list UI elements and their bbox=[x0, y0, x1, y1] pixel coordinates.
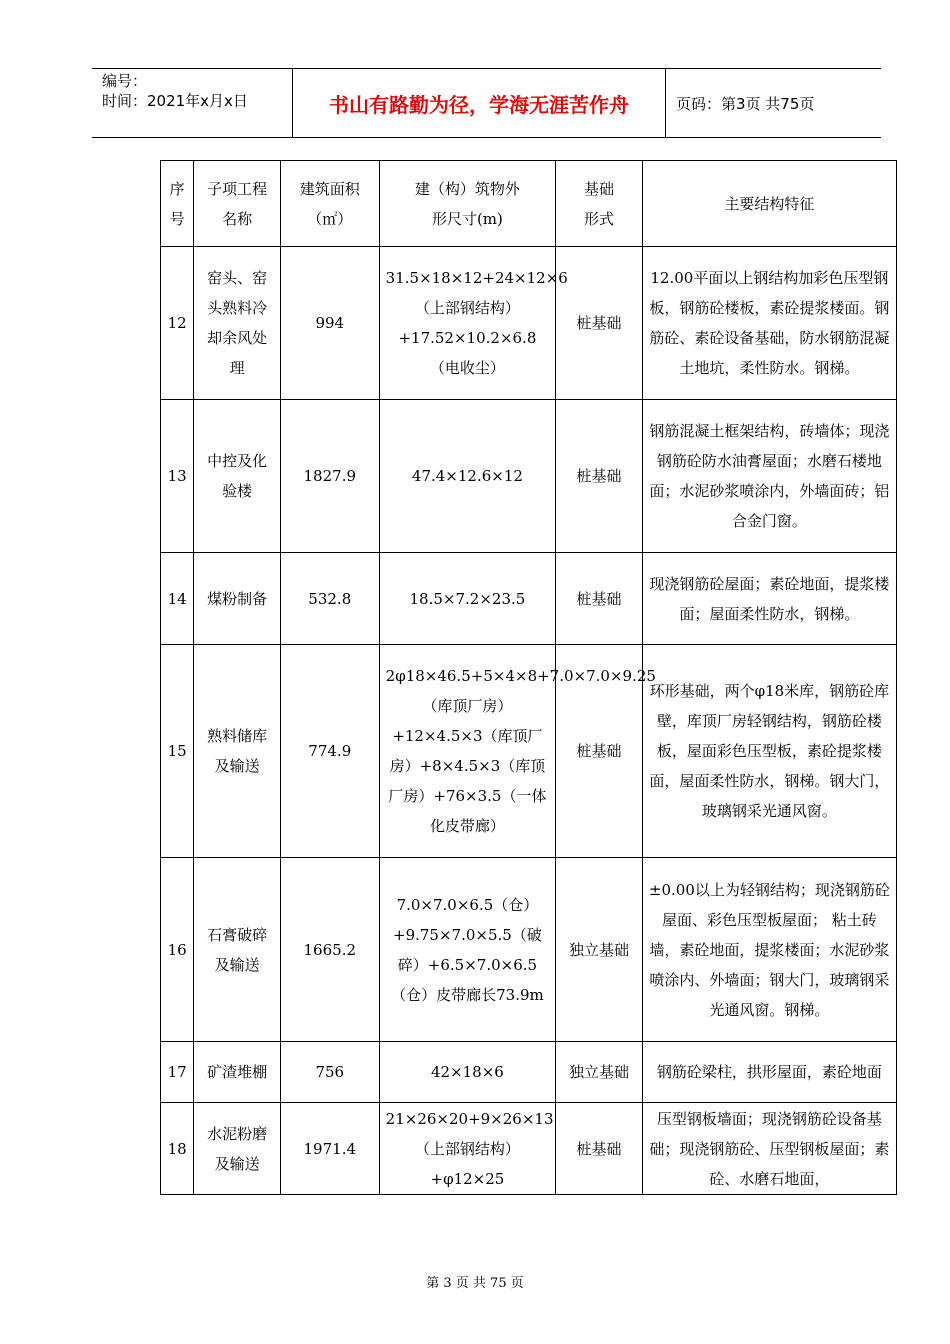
cell-features: ±0.00以上为轻钢结构；现浇钢筋砼屋面、彩色压型板屋面； 粘土砖墙，素砼地面，提浆楼面；水泥砂浆喷涂内、外墙面；钢大门，玻璃钢采光通风窗。钢梯。 bbox=[642, 858, 896, 1042]
header-time: 时间：2021年x月x日 bbox=[102, 92, 248, 110]
cell-area: 1971.4 bbox=[280, 1103, 379, 1195]
cell-area: 774.9 bbox=[280, 645, 379, 858]
table-row bbox=[161, 553, 897, 645]
cell-foundation: 独立基础 bbox=[556, 1042, 643, 1103]
cell-seq: 12 bbox=[161, 247, 194, 400]
header-page-number: 页码：第3页 共75页 bbox=[676, 95, 815, 113]
cell-name: 矿渣堆棚 bbox=[194, 1042, 281, 1103]
cell-seq: 15 bbox=[161, 645, 194, 858]
cell-dims: 2φ18×46.5+5×4×8+7.0×7.0×9.25（库顶厂房）+12×4.5×3（库顶厂房）+8×4.5×3（库顶厂房）+76×3.5（一体化皮带廊） bbox=[379, 645, 556, 858]
table-header-row bbox=[161, 161, 897, 247]
header-dims: 建（构）筑物外形尺寸(m) bbox=[379, 161, 556, 247]
header-seq: 序号 bbox=[161, 161, 194, 247]
page-header bbox=[92, 68, 881, 138]
cell-dims: 7.0×7.0×6.5（仓）+9.75×7.0×5.5（破碎）+6.5×7.0×6.5（仓）皮带廊长73.9m bbox=[379, 858, 556, 1042]
cell-seq: 16 bbox=[161, 858, 194, 1042]
table-row bbox=[161, 858, 897, 1042]
header-name: 子项工程名称 bbox=[194, 161, 281, 247]
cell-area: 1827.9 bbox=[280, 400, 379, 553]
table-row bbox=[161, 1103, 897, 1195]
header-meta bbox=[92, 69, 293, 137]
cell-dims: 42×18×6 bbox=[379, 1042, 556, 1103]
cell-area: 756 bbox=[280, 1042, 379, 1103]
cell-foundation: 桩基础 bbox=[556, 1103, 643, 1195]
cell-name: 水泥粉磨及输送 bbox=[194, 1103, 281, 1195]
cell-features: 钢筋砼梁柱，拱形屋面，素砼地面 bbox=[642, 1042, 896, 1103]
cell-features: 现浇钢筋砼屋面；素砼地面，提浆楼面；屋面柔性防水，钢梯。 bbox=[642, 553, 896, 645]
structure-table bbox=[160, 160, 897, 1195]
cell-seq: 14 bbox=[161, 553, 194, 645]
cell-foundation: 桩基础 bbox=[556, 553, 643, 645]
cell-foundation: 桩基础 bbox=[556, 645, 643, 858]
table-row bbox=[161, 1042, 897, 1103]
cell-dims: 31.5×18×12+24×12×6（上部钢结构）+17.52×10.2×6.8（电收尘） bbox=[379, 247, 556, 400]
cell-area: 994 bbox=[280, 247, 379, 400]
cell-name: 熟料储库及输送 bbox=[194, 645, 281, 858]
cell-area: 532.8 bbox=[280, 553, 379, 645]
page-footer: 第 3 页 共 75 页 bbox=[426, 1276, 524, 1291]
table-row bbox=[161, 645, 897, 858]
cell-foundation: 独立基础 bbox=[556, 858, 643, 1042]
header-number-label: 编号： bbox=[102, 72, 148, 90]
cell-dims: 21×26×20+9×26×13（上部钢结构） +φ12×25 bbox=[379, 1103, 556, 1195]
header-slogan: 书山有路勤为径，学海无涯苦作舟 bbox=[293, 69, 666, 137]
cell-seq: 13 bbox=[161, 400, 194, 553]
cell-seq: 17 bbox=[161, 1042, 194, 1103]
cell-name: 煤粉制备 bbox=[194, 553, 281, 645]
header-features: 主要结构特征 bbox=[642, 161, 896, 247]
cell-features: 环形基础，两个φ18米库，钢筋砼库壁，库顶厂房轻钢结构，钢筋砼楼板，屋面彩色压型板，素砼提浆楼面，屋面柔性防水，钢梯。钢大门，玻璃钢采光通风窗。 bbox=[642, 645, 896, 858]
cell-dims: 18.5×7.2×23.5 bbox=[379, 553, 556, 645]
cell-features: 12.00平面以上钢结构加彩色压型钢板，钢筋砼楼板，素砼提浆楼面。钢筋砼、素砼设备基础，防水钢筋混凝土地坑，柔性防水。钢梯。 bbox=[642, 247, 896, 400]
header-area: 建筑面积（㎡） bbox=[280, 161, 379, 247]
header-foundation: 基础形式 bbox=[556, 161, 643, 247]
cell-name: 窑头、窑头熟料冷却余风处理 bbox=[194, 247, 281, 400]
cell-features: 钢筋混凝土框架结构，砖墙体；现浇钢筋砼防水油膏屋面；水磨石楼地面；水泥砂浆喷涂内，外墙面砖；铝合金门窗。 bbox=[642, 400, 896, 553]
cell-area: 1665.2 bbox=[280, 858, 379, 1042]
cell-features: 压型钢板墙面；现浇钢筋砼设备基础；现浇钢筋砼、压型钢板屋面；素砼、水磨石地面， bbox=[642, 1103, 896, 1195]
cell-foundation: 桩基础 bbox=[556, 247, 643, 400]
cell-foundation: 桩基础 bbox=[556, 400, 643, 553]
cell-name: 石膏破碎及输送 bbox=[194, 858, 281, 1042]
table-row bbox=[161, 247, 897, 400]
cell-seq: 18 bbox=[161, 1103, 194, 1195]
table-row bbox=[161, 400, 897, 553]
cell-dims: 47.4×12.6×12 bbox=[379, 400, 556, 553]
cell-name: 中控及化验楼 bbox=[194, 400, 281, 553]
